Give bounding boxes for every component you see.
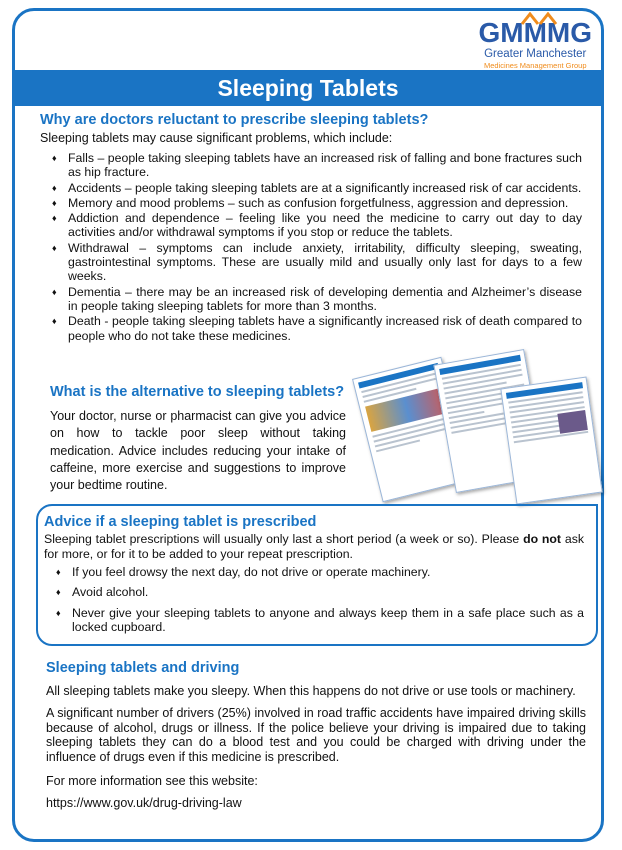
advice-body-emphasis: do not: [523, 532, 562, 546]
logo-bars-icon: [500, 12, 590, 26]
advice-body-text: Sleeping tablet prescriptions will usually only last a short period (a week or so). Please: [44, 532, 524, 546]
leaflet-images: [358, 352, 598, 502]
diamond-bullet-icon: ♦: [52, 316, 57, 327]
diamond-bullet-icon: ♦: [56, 567, 61, 577]
list-item: [40, 151, 582, 180]
advice-body-text: ask for more, or for it to be added to your repeat prescription.: [44, 532, 584, 561]
gmmmg-logo: [478, 18, 592, 71]
list-item: [40, 285, 582, 314]
list-item-text: If you feel drowsy the next day, do not drive or operate machinery.: [72, 565, 431, 579]
leaflet-thumbnail: [500, 377, 602, 505]
list-item-text: Avoid alcohol.: [72, 585, 149, 600]
diamond-bullet-icon: ♦: [52, 242, 57, 253]
list-item: [44, 565, 584, 579]
list-item-text: Dementia – there may be an increased risk of developing dementia and Alzheimer’s disease in people taking sleeping tablets for more than 3 months.: [68, 284, 582, 313]
why-heading: Why are doctors reluctant to prescribe sleeping tablets?: [40, 112, 429, 128]
drug-driving-link[interactable]: https://www.gov.uk/drug-driving-law: [46, 796, 242, 810]
diamond-bullet-icon: ♦: [56, 587, 61, 598]
diamond-bullet-icon: ♦: [52, 182, 57, 193]
list-item: [40, 241, 582, 284]
list-item: [40, 314, 582, 343]
list-item-text: Accidents – people taking sleeping tablets are at a significantly increased risk of car accidents.: [68, 180, 582, 195]
list-item-text: Withdrawal – symptoms can include anxiety, irritability, difficulty sleeping, sweating, gastrointestinal symptoms. These are usually mild and usually only last for days to a few weeks.: [68, 240, 582, 284]
diamond-bullet-icon: ♦: [52, 213, 57, 224]
driving-p2: A significant number of drivers (25%) involved in road traffic accidents have impaired driving skills because of alcohol, drugs or illness. If the police believe your driving is impaired due to taking sleeping tablets they can do a blood test and you could be charged with driving under the influence of drugs even if this medicine is prescribed.: [46, 706, 586, 764]
list-item-text: Never give your sleeping tablets to anyone and always keep them in a safe place such as a locked cupboard.: [72, 605, 584, 634]
alternative-body: Your doctor, nurse or pharmacist can give you advice on how to tackle poor sleep without taking medication. Advice includes reducing your intake of caffeine, more exercise and suggestions to improve your bedtime routine.: [50, 409, 346, 493]
driving-p1: All sleeping tablets make you sleepy. When this happens do not drive or use tools or machinery.: [46, 684, 576, 698]
driving-heading: Sleeping tablets and driving: [46, 660, 240, 676]
list-item-text: Death - people taking sleeping tablets have a significantly increased risk of death compared to people who do not take these medicines.: [68, 314, 582, 343]
logo-line1: Greater Manchester: [484, 48, 587, 60]
list-item: [40, 196, 582, 210]
page-title: Sleeping Tablets: [14, 70, 602, 106]
logo-line2: Medicines Management Group: [483, 61, 587, 70]
advice-list: [44, 565, 584, 635]
advice-body: [44, 532, 584, 561]
list-item-text: Addiction and dependence – feeling like you need the medicine to carry out day to day activities and/or withdrawal symptoms if you stop or reduce the tablets.: [68, 211, 582, 240]
list-item-text: Falls – people taking sleeping tablets have an increased risk of falling and bone fractures such as hip fracture.: [68, 151, 582, 180]
alternative-heading: What is the alternative to sleeping tablets?: [50, 384, 345, 400]
why-list: [40, 151, 582, 344]
list-item: [40, 181, 582, 195]
list-item: [40, 211, 582, 240]
advice-heading: Advice if a sleeping tablet is prescribed: [44, 514, 317, 530]
list-item-text: Memory and mood problems – such as confusion forgetfulness, aggression and depression.: [68, 195, 569, 210]
diamond-bullet-icon: ♦: [52, 197, 57, 208]
diamond-bullet-icon: ♦: [56, 607, 61, 618]
list-item: [44, 585, 584, 599]
diamond-bullet-icon: ♦: [52, 153, 57, 163]
list-item: [44, 606, 584, 635]
logo-wordmark: GMMMG: [478, 17, 592, 48]
driving-p3: For more information see this website:: [46, 774, 258, 788]
diamond-bullet-icon: ♦: [52, 286, 57, 297]
why-intro: Sleeping tablets may cause significant problems, which include:: [40, 131, 393, 145]
